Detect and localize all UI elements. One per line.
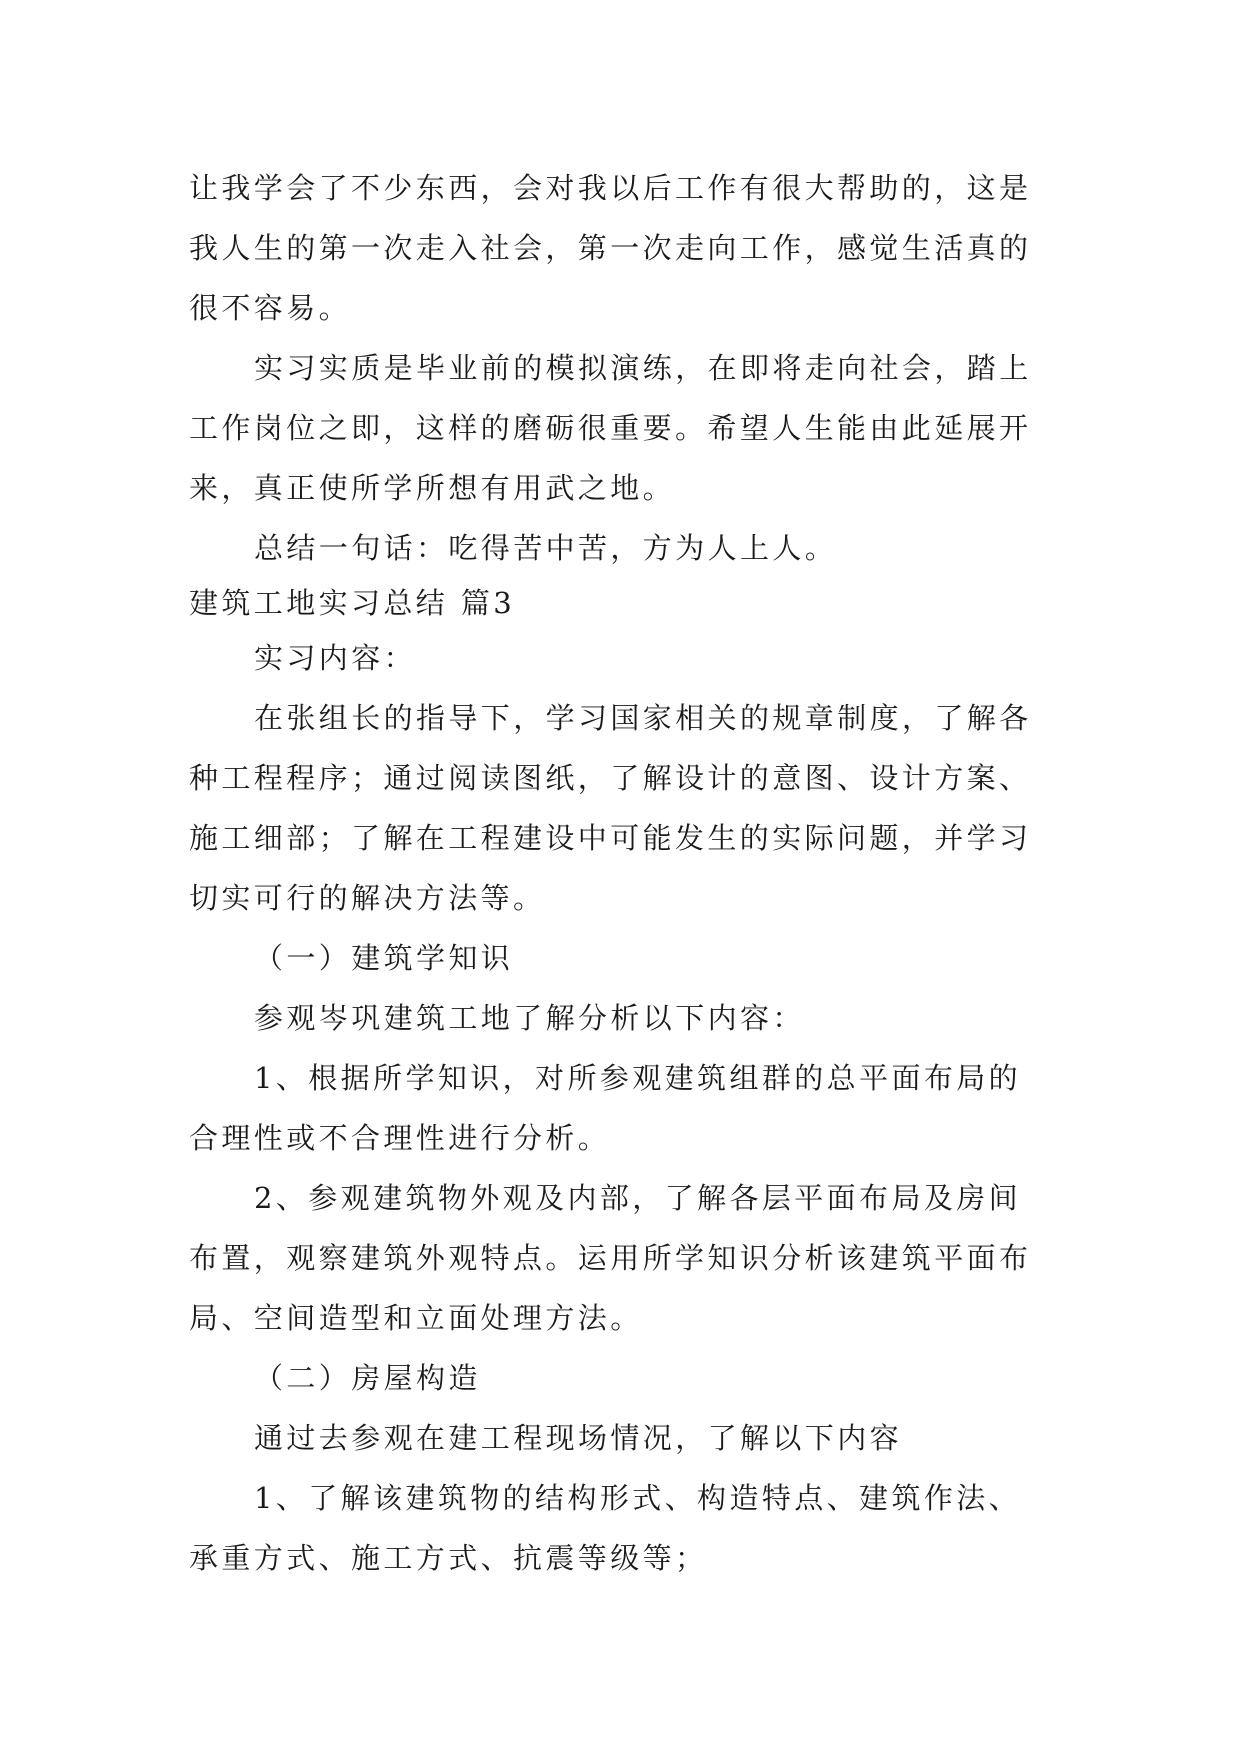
paragraph-line: 来，真正使所学所想有用武之地。	[189, 471, 676, 505]
paragraph-line: 我人生的第一次走入社会，第一次走向工作，感觉生活真的	[189, 231, 1032, 265]
paragraph-line: 种工程程序；通过阅读图纸，了解设计的意图、设计方案、	[189, 761, 1032, 795]
paragraph-line: 总结一句话：吃得苦中苦，方为人上人。	[254, 531, 838, 565]
paragraph-line: 承重方式、施工方式、抗震等级等；	[189, 1541, 708, 1575]
paragraph-line: 通过去参观在建工程现场情况，了解以下内容	[254, 1421, 903, 1455]
paragraph-line: 工作岗位之即，这样的磨砺很重要。希望人生能由此延展开	[189, 411, 1032, 445]
paragraph-line: 1、根据所学知识，对所参观建筑组群的总平面布局的	[254, 1061, 1022, 1095]
subheading: （二）房屋构造	[254, 1361, 481, 1395]
paragraph-line: 布置，观察建筑外观特点。运用所学知识分析该建筑平面布	[189, 1241, 1032, 1275]
paragraph-line: 切实可行的解决方法等。	[189, 881, 546, 915]
subheading: （一）建筑学知识	[254, 941, 514, 975]
paragraph-line: 参观岑巩建筑工地了解分析以下内容：	[254, 1001, 805, 1035]
paragraph-line: 让我学会了不少东西，会对我以后工作有很大帮助的，这是	[189, 171, 1032, 205]
paragraph-line: 合理性或不合理性进行分析。	[189, 1121, 611, 1155]
paragraph-line: 很不容易。	[189, 291, 352, 325]
paragraph-line: 2、参观建筑物外观及内部，了解各层平面布局及房间	[254, 1181, 1022, 1215]
paragraph-line: 在张组长的指导下，学习国家相关的规章制度，了解各	[254, 701, 1032, 735]
section-heading: 建筑工地实习总结 篇3	[189, 586, 516, 620]
paragraph-line: 局、空间造型和立面处理方法。	[189, 1301, 643, 1335]
paragraph-line: 施工细部；了解在工程建设中可能发生的实际问题，并学习	[189, 821, 1032, 855]
paragraph-line: 1、了解该建筑物的结构形式、构造特点、建筑作法、	[254, 1481, 1022, 1515]
paragraph-line: 实习内容：	[254, 641, 417, 675]
paragraph-line: 实习实质是毕业前的模拟演练，在即将走向社会，踏上	[254, 351, 1032, 385]
